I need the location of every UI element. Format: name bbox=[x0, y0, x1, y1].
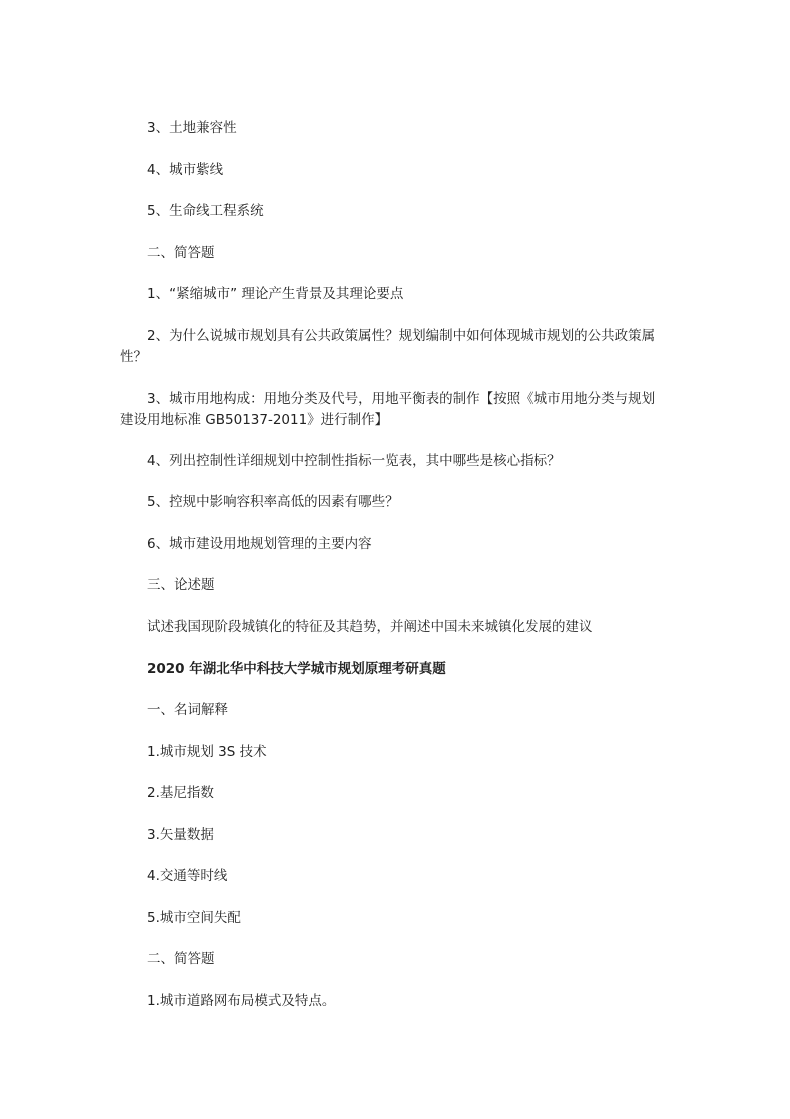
term-item-5b: 5.城市空间失配 bbox=[147, 910, 241, 926]
exam-title: 2020 年湖北华中科技大学城市规划原理考研真题 bbox=[147, 661, 446, 677]
question-item-2: 2、为什么说城市规划具有公共政策属性？规划编制中如何体现城市规划的公共政策属性？ bbox=[120, 328, 656, 365]
question-item-5: 5、控规中影响容积率高低的因素有哪些？ bbox=[147, 494, 399, 510]
section-heading-short-answer: 二、简答题 bbox=[147, 245, 215, 261]
section-heading-essay: 三、论述题 bbox=[147, 577, 215, 593]
term-item-5: 5、生命线工程系统 bbox=[147, 203, 264, 219]
term-item-2: 2.基尼指数 bbox=[147, 785, 214, 801]
question-item-4: 4、列出控制性详细规划中控制性指标一览表，其中哪些是核心指标？ bbox=[147, 453, 561, 469]
section-heading-short-answer-2: 二、简答题 bbox=[147, 951, 215, 967]
term-item-1: 1.城市规划 3S 技术 bbox=[147, 744, 267, 760]
term-item-4b: 4.交通等时线 bbox=[147, 868, 228, 884]
question-item-3: 3、城市用地构成：用地分类及代号，用地平衡表的制作【按照《城市用地分类与规划建设用地标准 GB50137-2011》进行制作】 bbox=[120, 391, 656, 428]
section-heading-terms: 一、名词解释 bbox=[147, 702, 228, 718]
question-item-1b: 1.城市道路网布局模式及特点。 bbox=[147, 993, 336, 1009]
term-item-4: 4、城市紫线 bbox=[147, 162, 224, 178]
essay-question: 试述我国现阶段城镇化的特征及其趋势，并阐述中国未来城镇化发展的建议 bbox=[147, 619, 593, 635]
term-item-3b: 3.矢量数据 bbox=[147, 827, 214, 843]
question-item-1: 1、“紧缩城市” 理论产生背景及其理论要点 bbox=[147, 286, 404, 302]
question-item-6: 6、城市建设用地规划管理的主要内容 bbox=[147, 536, 372, 552]
term-item-3: 3、土地兼容性 bbox=[147, 120, 237, 136]
